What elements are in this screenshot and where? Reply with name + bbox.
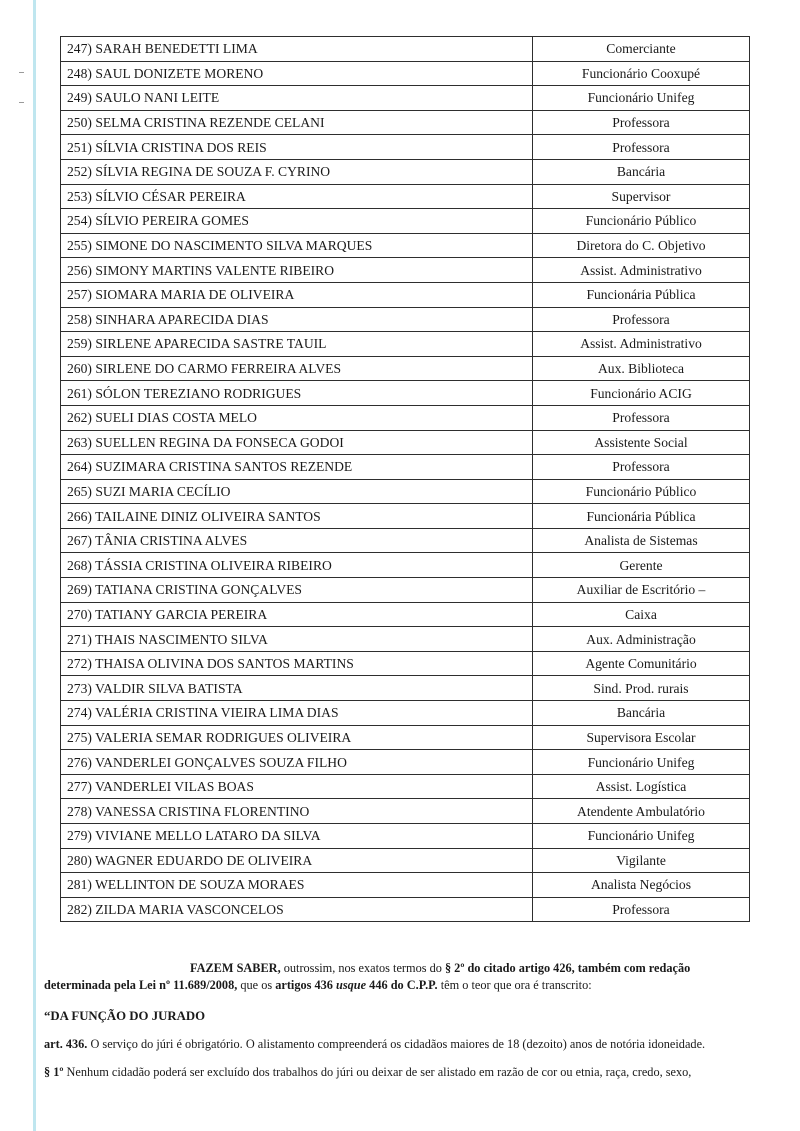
juror-row — [61, 799, 750, 824]
juror-name: 266) TAILAINE DINIZ OLIVEIRA SANTOS — [61, 504, 533, 529]
juror-occupation: Professora — [533, 135, 750, 160]
juror-occupation: Assistente Social — [533, 430, 750, 455]
paragraph-label: § 1º — [44, 1065, 64, 1079]
article-label: art. 436. — [44, 1037, 88, 1051]
juror-row — [61, 824, 750, 849]
juror-row — [61, 651, 750, 676]
jurors-table — [60, 36, 750, 922]
juror-name: 265) SUZI MARIA CECÍLIO — [61, 479, 533, 504]
juror-occupation: Funcionário Público — [533, 209, 750, 234]
juror-row — [61, 504, 750, 529]
juror-occupation: Comerciante — [533, 37, 750, 62]
juror-occupation: Professora — [533, 897, 750, 922]
juror-row — [61, 184, 750, 209]
juror-row — [61, 479, 750, 504]
juror-occupation: Professora — [533, 307, 750, 332]
juror-name: 257) SIOMARA MARIA DE OLIVEIRA — [61, 282, 533, 307]
juror-occupation: Supervisora Escolar — [533, 725, 750, 750]
juror-occupation: Funcionária Pública — [533, 504, 750, 529]
juror-name: 270) TATIANY GARCIA PEREIRA — [61, 602, 533, 627]
paragraph-text: Nenhum cidadão poderá ser excluído dos trabalhos do júri ou deixar de ser alistado em razão de cor ou etnia, raça, credo, sexo, — [63, 1065, 692, 1079]
juror-occupation: Funcionário Unifeg — [533, 86, 750, 111]
margin-tick — [19, 72, 24, 73]
page-margin-line — [33, 0, 36, 1131]
juror-name: 259) SIRLENE APARECIDA SASTRE TAUIL — [61, 332, 533, 357]
juror-name: 268) TÁSSIA CRISTINA OLIVEIRA RIBEIRO — [61, 553, 533, 578]
juror-row — [61, 86, 750, 111]
juror-name: 263) SUELLEN REGINA DA FONSECA GODOI — [61, 430, 533, 455]
juror-name: 273) VALDIR SILVA BATISTA — [61, 676, 533, 701]
juror-name: 280) WAGNER EDUARDO DE OLIVEIRA — [61, 848, 533, 873]
notice-articles-end: 446 do C.P.P. — [366, 978, 438, 992]
juror-row — [61, 602, 750, 627]
juror-occupation: Professora — [533, 405, 750, 430]
juror-occupation: Analista de Sistemas — [533, 528, 750, 553]
juror-name: 267) TÂNIA CRISTINA ALVES — [61, 528, 533, 553]
margin-tick — [19, 102, 24, 103]
legal-notice — [44, 960, 756, 1081]
juror-row — [61, 258, 750, 283]
juror-occupation: Supervisor — [533, 184, 750, 209]
juror-row — [61, 553, 750, 578]
juror-row — [61, 750, 750, 775]
juror-name: 250) SELMA CRISTINA REZENDE CELANI — [61, 110, 533, 135]
juror-row — [61, 110, 750, 135]
juror-name: 278) VANESSA CRISTINA FLORENTINO — [61, 799, 533, 824]
juror-row — [61, 282, 750, 307]
juror-name: 251) SÍLVIA CRISTINA DOS REIS — [61, 135, 533, 160]
juror-name: 261) SÓLON TEREZIANO RODRIGUES — [61, 381, 533, 406]
juror-occupation: Auxiliar de Escritório – — [533, 578, 750, 603]
juror-row — [61, 774, 750, 799]
juror-name: 269) TATIANA CRISTINA GONÇALVES — [61, 578, 533, 603]
juror-name: 279) VIVIANE MELLO LATARO DA SILVA — [61, 824, 533, 849]
juror-occupation: Professora — [533, 110, 750, 135]
paragraph-1 — [44, 1064, 756, 1081]
juror-row — [61, 209, 750, 234]
juror-row — [61, 37, 750, 62]
notice-text: que os — [237, 978, 276, 992]
juror-row — [61, 528, 750, 553]
juror-name: 258) SINHARA APARECIDA DIAS — [61, 307, 533, 332]
juror-name: 282) ZILDA MARIA VASCONCELOS — [61, 897, 533, 922]
juror-row — [61, 627, 750, 652]
juror-name: 274) VALÉRIA CRISTINA VIEIRA LIMA DIAS — [61, 701, 533, 726]
juror-row — [61, 897, 750, 922]
juror-row — [61, 873, 750, 898]
juror-name: 260) SIRLENE DO CARMO FERREIRA ALVES — [61, 356, 533, 381]
juror-row — [61, 135, 750, 160]
juror-name: 248) SAUL DONIZETE MORENO — [61, 61, 533, 86]
juror-occupation: Funcionário Unifeg — [533, 750, 750, 775]
article-436 — [44, 1036, 756, 1053]
juror-occupation: Atendente Ambulatório — [533, 799, 750, 824]
juror-row — [61, 356, 750, 381]
juror-row — [61, 725, 750, 750]
juror-name: 276) VANDERLEI GONÇALVES SOUZA FILHO — [61, 750, 533, 775]
juror-occupation: Diretora do C. Objetivo — [533, 233, 750, 258]
juror-name: 253) SÍLVIO CÉSAR PEREIRA — [61, 184, 533, 209]
juror-name: 249) SAULO NANI LEITE — [61, 86, 533, 111]
notice-legal-reference: § 2º do citado artigo 426, também com redação determinada pela Lei nº 11.689/2008, — [44, 961, 691, 992]
juror-name: 255) SIMONE DO NASCIMENTO SILVA MARQUES — [61, 233, 533, 258]
juror-row — [61, 159, 750, 184]
juror-occupation: Analista Negócios — [533, 873, 750, 898]
juror-occupation: Assist. Administrativo — [533, 258, 750, 283]
notice-articles-usque: usque — [336, 978, 367, 992]
juror-name: 252) SÍLVIA REGINA DE SOUZA F. CYRINO — [61, 159, 533, 184]
juror-occupation: Funcionária Pública — [533, 282, 750, 307]
juror-occupation: Funcionário Unifeg — [533, 824, 750, 849]
juror-occupation: Bancária — [533, 159, 750, 184]
section-heading: “DA FUNÇÃO DO JURADO — [44, 1009, 206, 1023]
juror-name: 281) WELLINTON DE SOUZA MORAES — [61, 873, 533, 898]
notice-articles-reference: artigos 436 — [275, 978, 337, 992]
juror-occupation: Aux. Administração — [533, 627, 750, 652]
juror-occupation: Professora — [533, 455, 750, 480]
juror-name: 247) SARAH BENEDETTI LIMA — [61, 37, 533, 62]
juror-name: 256) SIMONY MARTINS VALENTE RIBEIRO — [61, 258, 533, 283]
juror-occupation: Assist. Administrativo — [533, 332, 750, 357]
juror-occupation: Caixa — [533, 602, 750, 627]
juror-occupation: Bancária — [533, 701, 750, 726]
juror-occupation: Assist. Logística — [533, 774, 750, 799]
juror-row — [61, 332, 750, 357]
juror-occupation: Gerente — [533, 553, 750, 578]
juror-occupation: Sind. Prod. rurais — [533, 676, 750, 701]
juror-occupation: Aux. Biblioteca — [533, 356, 750, 381]
juror-name: 275) VALERIA SEMAR RODRIGUES OLIVEIRA — [61, 725, 533, 750]
juror-row — [61, 307, 750, 332]
jurors-table-body — [61, 37, 750, 922]
juror-row — [61, 430, 750, 455]
juror-row — [61, 233, 750, 258]
notice-lead: FAZEM SABER, — [190, 961, 281, 975]
juror-occupation: Vigilante — [533, 848, 750, 873]
juror-row — [61, 578, 750, 603]
juror-row — [61, 676, 750, 701]
juror-name: 254) SÍLVIO PEREIRA GOMES — [61, 209, 533, 234]
notice-text: têm o teor que ora é transcrito: — [437, 978, 592, 992]
notice-paragraph — [44, 960, 756, 994]
juror-row — [61, 405, 750, 430]
juror-name: 262) SUELI DIAS COSTA MELO — [61, 405, 533, 430]
juror-name: 277) VANDERLEI VILAS BOAS — [61, 774, 533, 799]
juror-row — [61, 61, 750, 86]
juror-occupation: Funcionário ACIG — [533, 381, 750, 406]
juror-name: 264) SUZIMARA CRISTINA SANTOS REZENDE — [61, 455, 533, 480]
article-text: O serviço do júri é obrigatório. O alistamento compreenderá os cidadãos maiores de 18 (dezoito) anos de notória idoneidade. — [87, 1037, 706, 1051]
juror-occupation: Funcionário Público — [533, 479, 750, 504]
notice-text: outrossim, nos exatos termos do — [280, 961, 445, 975]
juror-row — [61, 455, 750, 480]
juror-row — [61, 848, 750, 873]
juror-name: 271) THAIS NASCIMENTO SILVA — [61, 627, 533, 652]
juror-occupation: Funcionário Cooxupé — [533, 61, 750, 86]
juror-name: 272) THAISA OLIVINA DOS SANTOS MARTINS — [61, 651, 533, 676]
juror-row — [61, 381, 750, 406]
juror-occupation: Agente Comunitário — [533, 651, 750, 676]
juror-row — [61, 701, 750, 726]
